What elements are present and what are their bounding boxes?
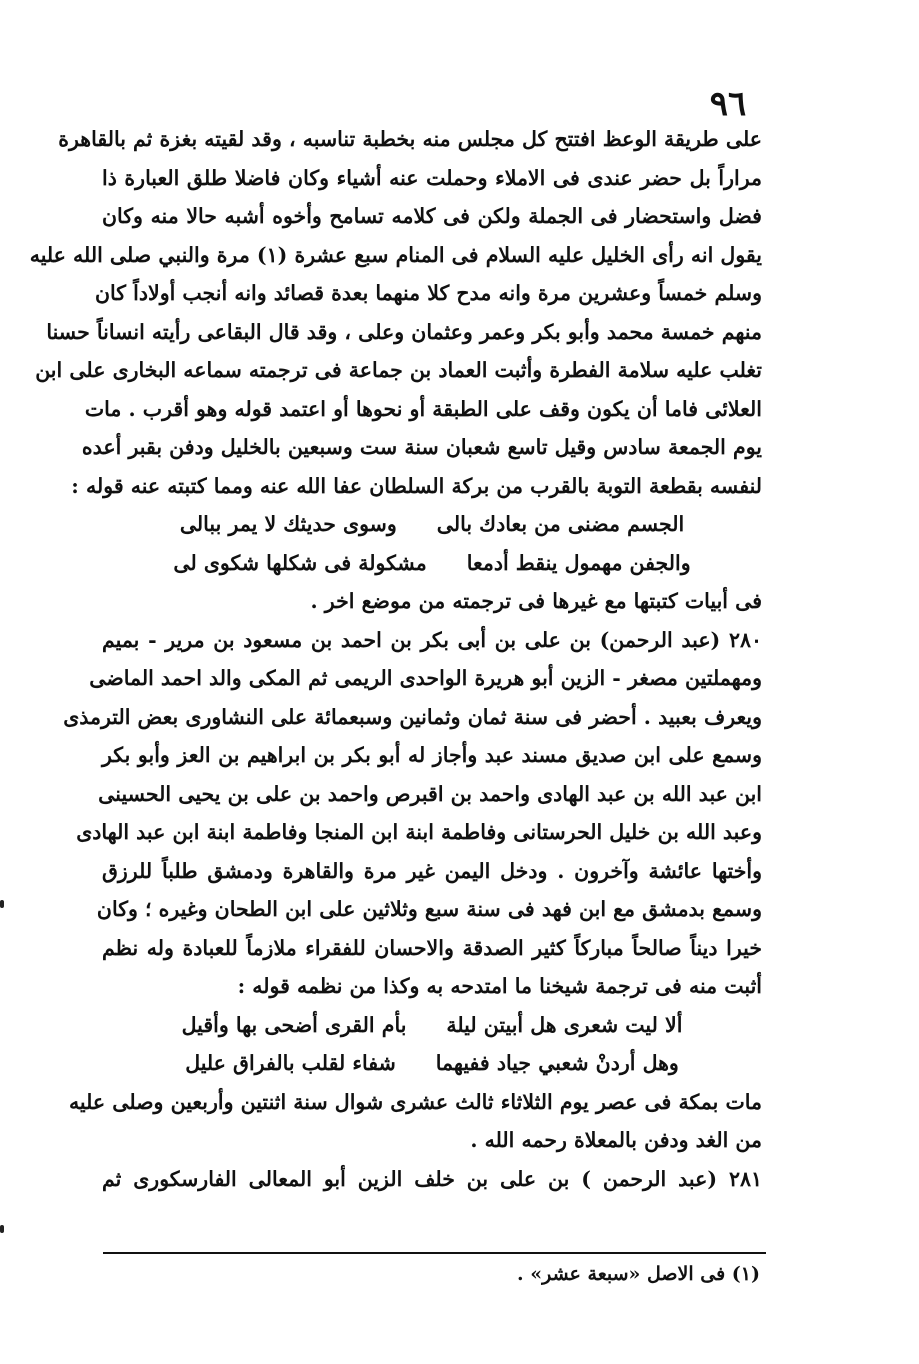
- text-line: منهم خمسة محمد وأبو بكر وعمر وعثمان وعلى ، وقد قال البقاعى رأيته انساناً حسنا: [46, 319, 762, 344]
- entry-280-line: ويعرف بعبيد . أحضر فى سنة ثمان وثمانين وسبعمائة على النشاورى بعض الترمذى: [63, 704, 762, 729]
- verse-line: [102, 544, 762, 583]
- text-line: يوم الجمعة سادس وقيل تاسع شعبان سنة ست وسبعين بالخليل ودفن بقبر أعده: [81, 435, 762, 459]
- scan-edge-mark: [0, 1225, 4, 1233]
- verse-first-hemistich: والجفن مهمول ينقط أدمعا: [466, 550, 691, 575]
- text-line: على طريقة الوعظ افتتح كل مجلس منه بخطبة تناسبه ، وقد لقيته بغزة ثم بالقاهرة: [58, 127, 762, 151]
- text-line: من الغد ودفن بالمعلاة رحمه الله .: [470, 1128, 762, 1152]
- verse-first-hemistich: الجسم مضنى من بعادك بالى: [436, 512, 685, 536]
- main-text: [29, 120, 762, 1198]
- text-line: مات بمكة فى عصر يوم الثلاثاء ثالث عشرى شوال سنة اثنتين وأربعين وصلى عليه: [68, 1089, 762, 1114]
- verse-line: [102, 505, 762, 544]
- footnote-divider: [103, 1252, 766, 1254]
- text-line: وسلم خمساً وعشرين مرة وانه مدح كلا منهما بعدة قصائد وانه أنجب أولاداً كان: [94, 281, 762, 305]
- footnote: (١) فى الاصل «سبعة عشر» .: [517, 1263, 760, 1285]
- text-line: يقول انه رأى الخليل عليه السلام فى المنام سبع عشرة (١) مرة والنبي صلى الله عليه: [29, 242, 762, 267]
- entry-280-line: أثبت منه فى ترجمة شيخنا ما امتدحه به وكذا من نظمه قوله :: [237, 974, 762, 998]
- verse-line: [102, 1006, 762, 1045]
- scan-edge-mark: [0, 900, 4, 908]
- verse-second-hemistich: شفاء لقلب بالفراق عليل: [185, 1051, 396, 1075]
- entry-280-line: وسمع بدمشق مع ابن فهد فى سنة سبع وثلاثين على ابن الطحان وغيره ؛ وكان: [96, 897, 762, 921]
- verse-first-hemistich: ألا ليت شعرى هل أبيتن ليلة: [446, 1012, 683, 1037]
- entry-280-line: وأختها عائشة وآخرون . ودخل اليمن غير مرة والقاهرة ودمشق طلباً للرزق: [102, 858, 762, 883]
- entry-281-line: ٢٨١ (عبد الرحمن ) بن على بن خلف الزين أبو المعالى الفارسكورى ثم: [102, 1166, 762, 1191]
- text-line: العلائى فاما أن يكون وقف على الطبقة أو نحوها أو اعتمد قوله وهو أقرب . مات: [84, 396, 762, 421]
- entry-280-line: وعبد الله بن خليل الحرستانى وفاطمة ابنة ابن المنجا وفاطمة ابنة ابن عبد الهادى: [76, 820, 762, 844]
- text-line: فضل واستحضار فى الجملة ولكن فى كلامه تسامح وأخوه أشبه حالا منه وكان: [102, 204, 762, 228]
- entry-280-line: ٢٨٠ (عبد الرحمن) بن على بن أبى بكر بن احمد بن مسعود بن مرير - بميم: [102, 627, 762, 652]
- entry-280-line: ومهملتين مصغر - الزين أبو هريرة الواحدى الريمى ثم المكى والد احمد الماضى: [89, 666, 762, 690]
- text-line: مراراً بل حضر عندى فى الاملاء وحملت عنه أشياء وكان فاضلا طلق العبارة ذا: [102, 165, 762, 190]
- page-number: ٩٦: [709, 84, 747, 124]
- verse-second-hemistich: بأم القرى أضحى بها وأقيل: [181, 1012, 407, 1037]
- text-line: لنفسه بقطعة التوبة بالقرب من بركة السلطان عفا الله عنه ومما كتبته عنه قوله :: [71, 473, 762, 498]
- text-line: فى أبيات كتبتها مع غيرها فى ترجمته من موضع اخر .: [310, 589, 762, 613]
- verse-second-hemistich: وسوى حديثك لا يمر ببالى: [179, 512, 397, 536]
- entry-280-line: ابن عبد الله بن عبد الهادى واحمد بن اقبرص واحمد بن على بن يحيى الحسينى: [98, 781, 762, 806]
- verse-line: [102, 1044, 762, 1083]
- text-line: تغلب عليه سلامة الفطرة وأثبت العماد بن جماعة فى ترجمته سماعه البخارى على ابن: [35, 358, 762, 382]
- entry-280-line: خيرا ديناً صالحاً مباركاً كثير الصدقة والاحسان للفقراء ملازماً للعبادة وله نظم: [102, 935, 762, 960]
- verse-second-hemistich: مشكولة فى شكلها شكوى لى: [173, 550, 427, 575]
- verse-first-hemistich: وهل أردنْ شعبي جياد ففيهما: [435, 1051, 679, 1075]
- entry-280-line: وسمع على ابن صديق مسند عبد وأجاز له أبو بكر بن ابراهيم بن العز وأبو بكر: [102, 743, 762, 767]
